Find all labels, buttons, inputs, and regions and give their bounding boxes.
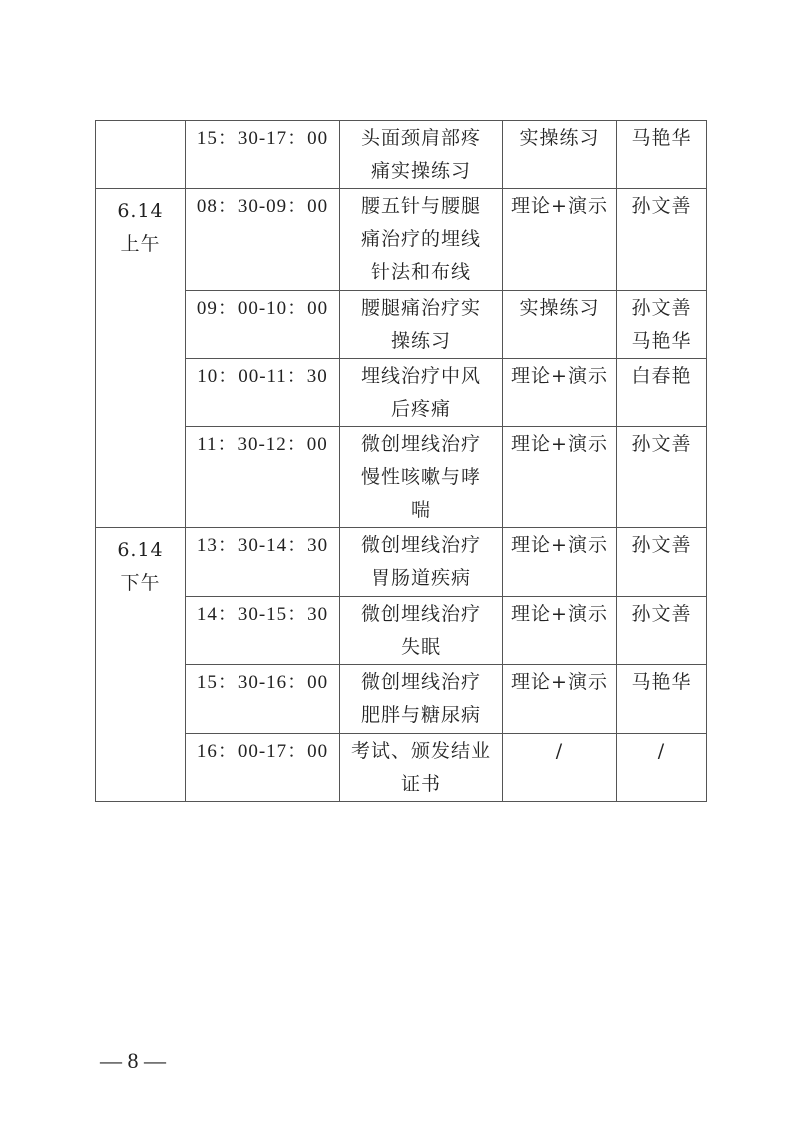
teacher-cell: /	[617, 734, 707, 802]
table-row	[96, 189, 707, 291]
method-cell: 理论+演示	[503, 528, 617, 597]
time-cell: 08：30-09：00	[186, 189, 340, 291]
table-row	[96, 597, 707, 665]
method-cell: 实操练习	[503, 291, 617, 359]
teacher-cell: 孙文善	[617, 597, 707, 665]
teacher-cell: 孙文善	[617, 427, 707, 528]
teacher-cell: 孙文善	[617, 189, 707, 291]
teacher-cell: 白春艳	[617, 359, 707, 427]
time-cell: 13：30-14：30	[186, 528, 340, 597]
date-cell: 6.14 上午	[96, 189, 186, 528]
method-cell: 理论+演示	[503, 189, 617, 291]
topic-cell: 埋线治疗中风 后疼痛	[340, 359, 503, 427]
teacher-cell: 孙文善	[617, 528, 707, 597]
date-cell	[96, 121, 186, 189]
table-row	[96, 734, 707, 802]
table-row	[96, 359, 707, 427]
topic-cell: 头面颈肩部疼 痛实操练习	[340, 121, 503, 189]
time-cell: 11：30-12：00	[186, 427, 340, 528]
topic-cell: 考试、颁发结业 证书	[340, 734, 503, 802]
time-cell: 09：00-10：00	[186, 291, 340, 359]
method-cell: 理论+演示	[503, 359, 617, 427]
teacher-cell: 孙文善 马艳华	[617, 291, 707, 359]
schedule-table	[95, 120, 707, 802]
table-row	[96, 291, 707, 359]
table-row	[96, 427, 707, 528]
method-cell: 理论+演示	[503, 597, 617, 665]
table-row	[96, 528, 707, 597]
topic-cell: 微创埋线治疗 胃肠道疾病	[340, 528, 503, 597]
teacher-cell: 马艳华	[617, 121, 707, 189]
topic-cell: 微创埋线治疗 失眠	[340, 597, 503, 665]
page-number: — 8 —	[100, 1048, 166, 1073]
time-cell: 15：30-17：00	[186, 121, 340, 189]
time-cell: 15：30-16：00	[186, 665, 340, 734]
date-cell: 6.14 下午	[96, 528, 186, 802]
time-cell: 10：00-11：30	[186, 359, 340, 427]
topic-cell: 微创埋线治疗 肥胖与糖尿病	[340, 665, 503, 734]
time-cell: 16：00-17：00	[186, 734, 340, 802]
topic-cell: 微创埋线治疗 慢性咳嗽与哮 喘	[340, 427, 503, 528]
method-cell: 理论+演示	[503, 427, 617, 528]
table-row	[96, 121, 707, 189]
method-cell: 实操练习	[503, 121, 617, 189]
table-row	[96, 665, 707, 734]
teacher-cell: 马艳华	[617, 665, 707, 734]
method-cell: 理论+演示	[503, 665, 617, 734]
method-cell: /	[503, 734, 617, 802]
time-cell: 14：30-15：30	[186, 597, 340, 665]
topic-cell: 腰五针与腰腿 痛治疗的埋线 针法和布线	[340, 189, 503, 291]
topic-cell: 腰腿痛治疗实 操练习	[340, 291, 503, 359]
